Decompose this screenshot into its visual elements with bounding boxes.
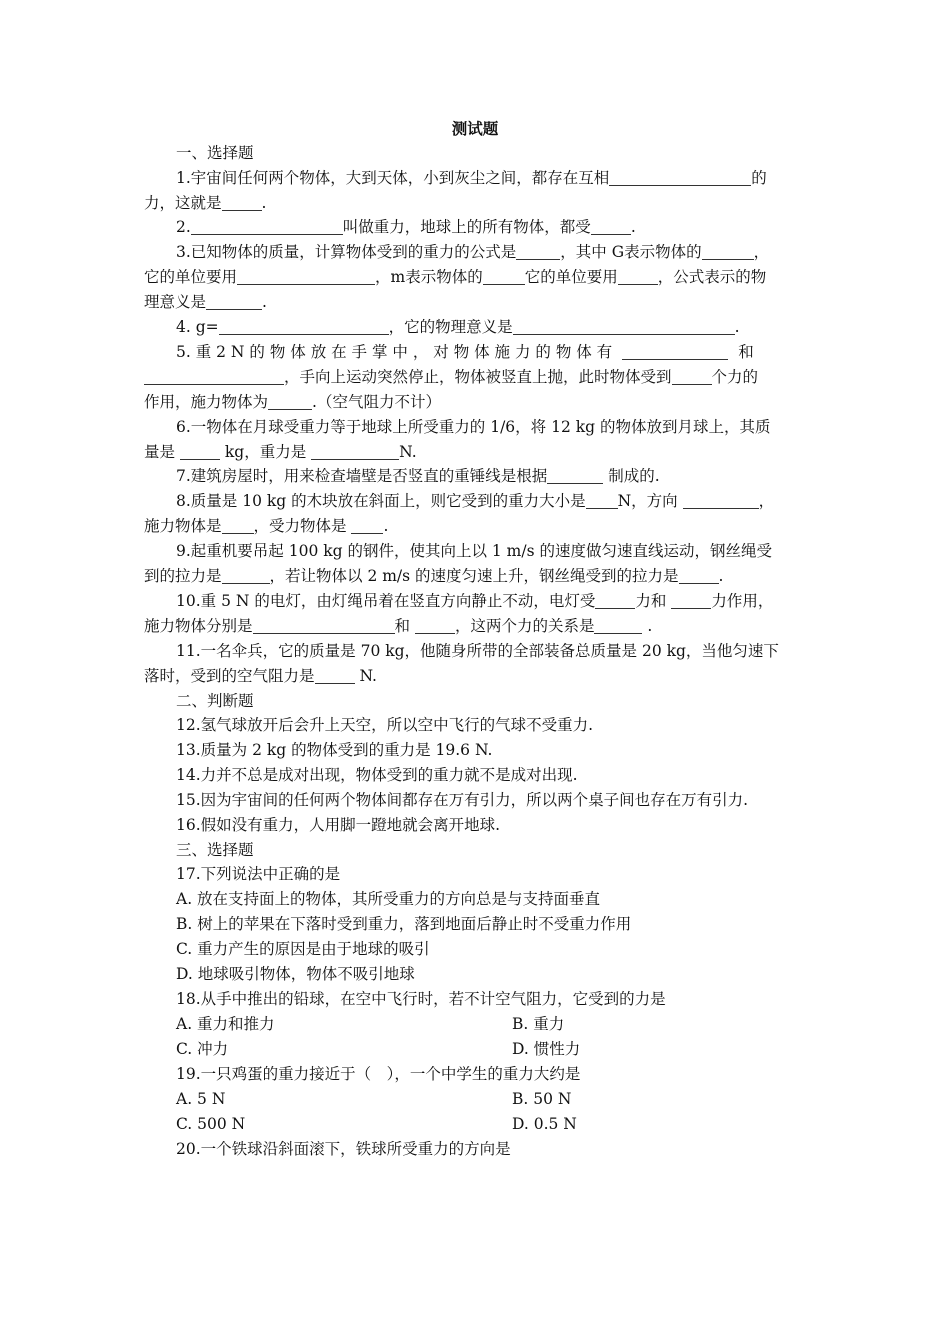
option-d[interactable]: D. 0.5 N [512,1115,577,1133]
answer-blank[interactable] [206,292,262,310]
question-4: 4. g= ，它的物理意义是 . [176,318,740,336]
answer-blank[interactable] [191,217,343,235]
question-1-line-2: 力，这就是 . [144,194,267,212]
answer-blank[interactable] [219,317,389,335]
question-13: 13.质量为 2 kg 的物体受到的重力是 19.6 N. [176,741,493,759]
answer-blank[interactable] [237,267,375,285]
answer-blank[interactable] [672,367,712,385]
question-16: 16.假如没有重力，人用脚一蹬地就会离开地球. [176,816,501,834]
answer-blank[interactable] [609,168,751,186]
question-9-line-2: 到的拉力是 ，若让物体以 2 m/s 的速度匀速上升，钢丝绳受到的拉力是 . [144,567,724,585]
option-c[interactable]: C. 重力产生的原因是由于地球的吸引 [176,940,430,958]
question-8-line-1: 8.质量是 10 kg 的木块放在斜面上，则它受到的重力大小是 N，方向 ， [176,492,775,510]
question-20: 20.一个铁球沿斜面滚下，铁球所受重力的方向是 [176,1140,511,1158]
page-title: 测试题 [451,119,499,138]
option-a[interactable]: A. 5 N [176,1090,226,1108]
question-2: 2. 叫做重力，地球上的所有物体，都受 . [176,218,636,236]
question-1-line-1: 1.宇宙间任何两个物体，大到天体，小到灰尘之间，都存在互相 的 [176,169,767,187]
answer-blank[interactable] [351,516,383,534]
answer-blank[interactable] [618,267,658,285]
answer-blank[interactable] [180,442,220,460]
answer-blank[interactable] [679,566,719,584]
question-18: 18.从手中推出的铅球，在空中飞行时，若不计空气阻力，它受到的力是 [176,990,666,1008]
answer-blank[interactable] [415,616,455,634]
question-5-line-1: 5. 重 2 N 的 物 体 放 在 手 掌 中 ， 对 物 体 施 力 的 物 体 有 和 [176,343,754,361]
option-a[interactable]: A. 放在支持面上的物体，其所受重力的方向总是与支持面垂直 [176,890,601,908]
answer-blank[interactable] [594,616,642,634]
question-9-line-1: 9.起重机要吊起 100 kg 的钢件，使其向上以 1 m/s 的速度做匀速直线运动，钢丝绳受 [176,542,772,560]
question-17: 17.下列说法中正确的是 [176,865,341,883]
question-11-line-2: 落时，受到的空气阻力是 N. [144,667,377,685]
section-heading: 三、选择题 [176,841,254,859]
question-6-line-1: 6.一物体在月球受重力等于地球上所受重力的 1/6，将 12 kg 的物体放到月球上，其质 [176,418,771,436]
section-heading: 一、选择题 [176,144,254,162]
answer-blank[interactable] [586,491,618,509]
answer-blank[interactable] [595,591,635,609]
answer-blank[interactable] [516,242,560,260]
answer-blank[interactable] [622,342,728,360]
question-3-line-1: 3.已知物体的质量，计算物体受到的重力的公式是 ，其中 G表示物体的 ， [176,243,770,261]
answer-blank[interactable] [483,267,525,285]
option-d[interactable]: D. 惯性力 [512,1040,581,1058]
option-c[interactable]: C. 500 N [176,1115,246,1133]
answer-blank[interactable] [222,566,270,584]
question-10-line-2: 施力物体分别是 和 ，这两个力的关系是 . [144,617,653,635]
option-a[interactable]: A. 重力和推力 [176,1015,275,1033]
question-14: 14.力并不总是成对出现，物体受到的重力就不是成对出现. [176,766,578,784]
answer-blank[interactable] [222,193,262,211]
question-19: 19.一只鸡蛋的重力接近于（ ），一个中学生的重力大约是 [176,1065,581,1083]
question-6-line-2: 量是 kg，重力是 N. [144,443,417,461]
answer-blank[interactable] [513,317,735,335]
answer-blank[interactable] [683,491,759,509]
question-5-line-2: ，手向上运动突然停止，物体被竖直上抛，此时物体受到 个力的 [144,365,809,389]
question-10-line-1: 10.重 5 N 的电灯，由灯绳吊着在竖直方向静止不动，电灯受 力和 力作用， [176,592,774,610]
answer-blank[interactable] [315,666,355,684]
question-3-line-3: 理意义是 . [144,293,267,311]
question-15: 15.因为宇宙间的任何两个物体间都存在万有引力，所以两个桌子间也存在万有引力. [176,791,749,809]
answer-blank[interactable] [547,466,603,484]
option-d[interactable]: D. 地球吸引物体，物体不吸引地球 [176,965,415,983]
option-b[interactable]: B. 50 N [512,1090,572,1108]
question-5-line-3: 作用，施力物体为 .（空气阻力不计） [144,393,441,411]
question-11-line-1: 11.一名伞兵，它的质量是 70 kg，他随身所带的全部装备总质量是 20 kg，当他匀速下 [176,642,779,660]
answer-blank[interactable] [702,242,754,260]
answer-blank[interactable] [144,367,284,385]
option-b[interactable]: B. 树上的苹果在下落时受到重力，落到地面后静止时不受重力作用 [176,915,632,933]
question-12: 12.氢气球放开后会升上天空，所以空中飞行的气球不受重力. [176,716,594,734]
option-c[interactable]: C. 冲力 [176,1040,229,1058]
answer-blank[interactable] [591,217,631,235]
question-8-line-2: 施力物体是 ，受力物体是 . [144,517,389,535]
option-b[interactable]: B. 重力 [512,1015,565,1033]
answer-blank[interactable] [268,392,312,410]
answer-blank[interactable] [671,591,711,609]
question-3-line-2: 它的单位要用 ，m表示物体的 它的单位要用 ，公式表示的物 [144,268,767,286]
answer-blank[interactable] [253,616,395,634]
answer-blank[interactable] [311,442,399,460]
question-7: 7.建筑房屋时，用来检查墙壁是否竖直的重锤线是根据 制成的. [176,467,660,485]
section-heading: 二、判断题 [176,692,254,710]
answer-blank[interactable] [222,516,254,534]
